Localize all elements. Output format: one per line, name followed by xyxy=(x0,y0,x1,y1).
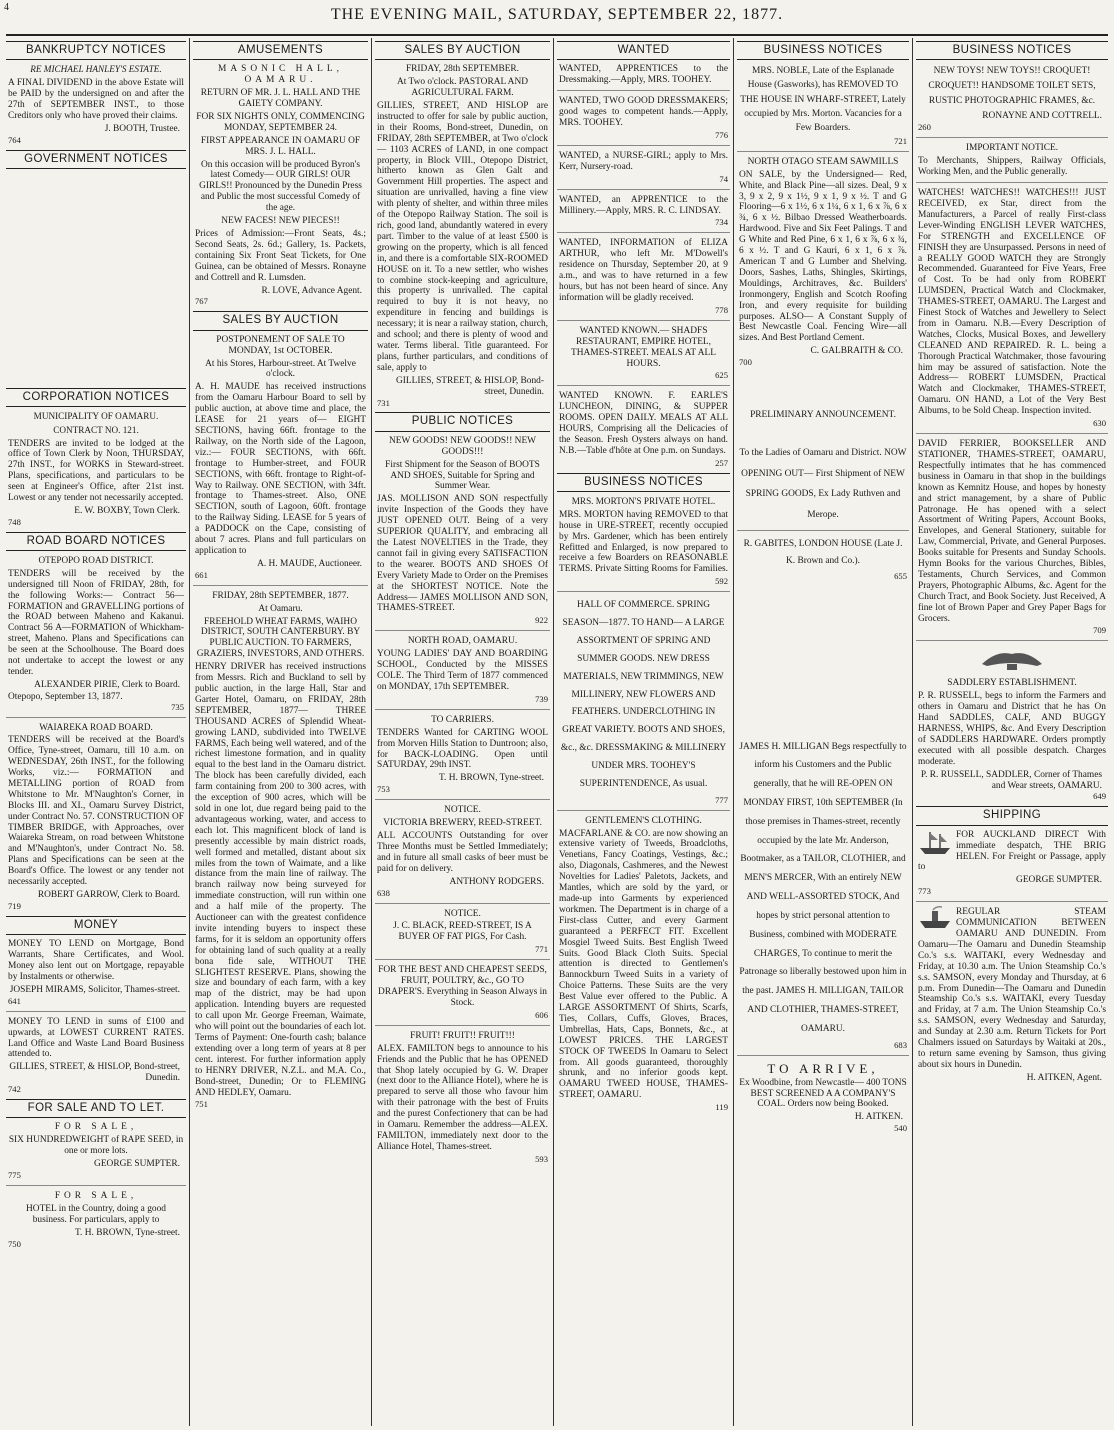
ad-body: J. C. BLACK, REED-STREET, IS A BUYER OF FAT PIGS, For Cash. xyxy=(393,921,532,943)
ad-number: 750 xyxy=(8,1238,21,1249)
ad-body: FOR SIX NIGHTS ONLY, COMMENCING MONDAY, SEPTEMBER 24. xyxy=(196,111,365,133)
wanted-ad xyxy=(557,320,730,382)
ad-body: WANTED, a NURSE-GIRL; apply to Mrs. Kerr, Nursery-road. xyxy=(559,150,728,172)
hall-of-commerce-ad xyxy=(557,591,730,805)
ad-title: GENTLEMEN'S CLOTHING. xyxy=(585,815,702,826)
ad-number: 767 xyxy=(195,296,208,307)
ad-body: WANTED, an APPRENTICE to the Millinery.—Apply, MRS. R. C. LINDSAY. xyxy=(559,194,728,216)
ad-number: 700 xyxy=(739,357,752,368)
ad-number: 751 xyxy=(195,1099,208,1110)
ad-number: 775 xyxy=(8,1170,21,1181)
mollison-ad xyxy=(375,436,550,626)
ad-signature: T. H. BROWN, Tyne-street. xyxy=(439,773,544,784)
ad-title: FRIDAY, 28th SEPTEMBER, 1877. xyxy=(212,590,349,601)
section-heading: SHIPPING xyxy=(916,806,1108,825)
ad-body: WANTED KNOWN. F. EARLE'S LUNCHEON, DINING, & SUPPER ROOMS. OPEN DAILY. MEALS AT ALL HOURS, Comprising all the Delicacies of the Season. Fresh Oysters always on hand. N.B.—Table d'hôte at One p.m. on Sundays. xyxy=(559,391,728,456)
ad-number: 777 xyxy=(715,794,728,805)
ad-title: PRELIMINARY ANNOUNCEMENT. xyxy=(750,410,896,421)
sawmills-ad xyxy=(737,151,909,368)
ad-number: 731 xyxy=(377,397,390,408)
ad-body: WANTED KNOWN.— SHADFS RESTAURANT, EMPIRE HOTEL, THAMES-STREET. MEALS AT ALL HOURS. xyxy=(571,325,716,369)
ad-body: JAS. MOLLISON AND SON respectfully invite Inspection of the Goods they have JUST OPENED OUT. Being of a very SUPERIOR QUALITY, and embracing all the Latest NOVELTIES in the Trade, they cannot fail in giving every SATISFACTION to the wearer. BOOTS AND SHOES Of Every Variety Made to Order on the Premises at the SHORTEST NOTICE. Note the Address— JAMES MOLLISON AND SON, THAMES-STREET. xyxy=(377,494,548,614)
ad-body: YOUNG LADIES' DAY AND BOARDING SCHOOL, Conducted by the MISSES COLE. The Third Term of 1877 commenced on MONDAY, 17th SEPTEMBER. xyxy=(377,649,548,692)
ad-number: 776 xyxy=(715,129,728,140)
ad-number: 649 xyxy=(1093,791,1106,802)
ad-signature: H. AITKEN, Agent. xyxy=(1026,1072,1102,1083)
ad-subtitle: At Oamaru. xyxy=(258,603,303,614)
waiareka-ad xyxy=(6,717,186,912)
ad-number: 641 xyxy=(8,995,21,1006)
ad-body: FOR THE BEST AND CHEAPEST SEEDS, FRUIT, POULTRY, &c., GO TO DRAPER'S. Everything in Season Always in Stock. xyxy=(378,965,547,1008)
column-divider xyxy=(553,38,554,1426)
corporation-ad xyxy=(6,411,186,528)
money-ad-1 xyxy=(6,939,186,1007)
ad-body: HENRY DRIVER has received instructions from Messrs. Rich and Buckland to sell by public auction, in the large Hall, Star and Garter Hotel, Oamaru, on FRIDAY, 28th SEPTEMBER, 1877— THREE THOUSAND ACRES of Splendid Wheat-growing LAND, subdivided into TWELVE FARMS, Each being well watered, and of the richest limestone formation, and in quality equal to the best land in the Oamaru district. The block has been carefully divided, each farm containing from 200 to 300 acres, with the exception of 900 acres, which will be sold in one lot, due regard being paid to the advantageous working, water, and access to each lot. This magnificent block of land is presently accessible by main district roads, well formed and metalled, distant about six miles from the town of Waimate, and a like distance from the main line of railway. The branch railway now being surveyed for immediate construction, will run within one and a half mile of the property. The Auctioneer can with the greatest confidence invite intending buyers to inspect these farms, for it is seldom an opportunity offers for obtaining land of such quality at a really bona fide sale, WITHOUT THE SLIGHTEST RESERVE. Plans, showing the size and boundary of each farm, with a key map of the district, may be had upon application. Intending buyers are requested to call upon Mr. George Freeman, Waimate, who will point out the boundaries of each lot. Terms of Payment: One-fourth cash; balance extending over a long term of years at 8 per cent. interest. For further information apply to HENRY DRIVER, N.Z.L. and M.A. Co., Bond-street, Dunedin; Or to FLEMING AND HEDLEY, Oamaru. xyxy=(195,662,366,1098)
morton-hotel-ad xyxy=(557,496,730,587)
ad-subtitle: MRS. MORTON'S PRIVATE HOTEL. xyxy=(571,496,716,507)
ad-date: Otepopo, September 13, 1877. xyxy=(8,691,123,702)
ad-body: ALEX. FAMILTON begs to announce to his Friends and the Public that he has OPENED that Shop lately occupied by G. W. Draper (next door to the Alliance Hotel), where he is prepared to serve all those who favour him with their patronage with the best of Fruits and the purest Confectionery that can be had in Oamaru. Remember the address—ALEX. FAMILTON, immediately next door to the Alliance Hotel, Thames-street. xyxy=(377,1043,548,1152)
money-ad-2 xyxy=(6,1011,186,1095)
ad-number: 625 xyxy=(715,370,728,381)
ad-body: TENDERS will be received by the undersigned till Noon of FRIDAY, 28th, for the following Works:— Contract 56—FORMATION and GRAVELLING portions of the ROAD between Maheno and Kakanui. Contract 56 A—FORMATION of Whickham-street, Maheno. Plans and Specifications can be seen at the Schoolhouse. The Board does not undertake to accept the lowest or any tender. xyxy=(8,568,184,677)
ad-title: NORTH OTAGO STEAM SAWMILLS xyxy=(747,156,899,167)
bankruptcy-ad xyxy=(6,64,186,145)
ad-signature: A. H. MAUDE, Auctioneer. xyxy=(257,558,362,569)
ad-signature: E. W. BOXBY, Town Clerk. xyxy=(74,505,180,516)
ferrier-ad xyxy=(916,433,1108,636)
gabites-ad xyxy=(737,530,909,582)
ad-body: WANTED, APPRENTICES to the Dressmaking.—Apply, MRS. TOOHEY. xyxy=(559,64,728,86)
ad-number: 778 xyxy=(715,304,728,315)
ad-signature: J. BOOTH, Trustee. xyxy=(104,123,180,134)
ad-body: FOR AUCKLAND DIRECT With immediate despatch, THE BRIG HELEN. For Freight or Passage, apply to xyxy=(918,829,1106,873)
wanted-ad xyxy=(557,232,730,315)
shipping-ad-1 xyxy=(916,830,1108,898)
ad-signature: R. LOVE, Advance Agent. xyxy=(261,285,362,296)
ad-body: REGULAR STEAM COMMUNICATION BETWEEN OAMARU AND DUNEDIN. From Oamaru—The Oamaru and Dunedin Steamship Co.'s s.s. WAITAKI, every Wednesday and Friday, at 10.30 a.m. The Union Steamship Co.'s s.s. SAMSON, every Monday and Thursday, at 6 p.m. From Dunedin—The Oamaru and Dunedin Steamship Co.'s s.s. WAITAKI, every Tuesday and Friday, at 7 a.m. The Union Steamship Co.'s s.s. SAMSON, every Wednesday and Saturday, and Sunday at 2.30 a.m. Return Tickets for Port Chalmers issued on Saturdays by Waitaki at 20s., to return same evening by Samson, thus giving about six hours in Dunedin. xyxy=(918,907,1106,1070)
column-5 xyxy=(737,38,909,1426)
ad-body: FREEHOLD WHEAT FARMS, WAIHO DISTRICT, SOUTH CANTERBURY. BY PUBLIC AUCTION. TO FARMERS, GRAZIERS, INVESTORS, AND OTHERS. xyxy=(196,616,365,660)
ship-illustration xyxy=(918,830,952,860)
ad-body: WANTED, TWO GOOD DRESSMAKERS; good wages to competent hands.—Apply, MRS. TOOHEY. xyxy=(559,96,728,128)
masonic-hall-ad xyxy=(193,64,368,307)
familton-ad xyxy=(375,1025,550,1165)
ad-signature: GEORGE SUMPTER. xyxy=(94,1159,180,1170)
ad-number: 753 xyxy=(377,784,390,795)
ad-body: A. H. MAUDE has received instructions from the Oamaru Harbour Board to sell by public auction, at above time and place, the LEASE for 21 years of— EIGHT SECTIONS, having 66ft. frontage to the Railway, on the North side of the Lagoon, viz.:— FOUR SECTIONS, with 66ft. frontage to Humber-street, and FOUR SECTIONS, with 66ft. frontage to Right-of-Way to Railway. ONE SECTION, with 34ft. frontage to Thames-street. Also, ONE SECTION, south of Lagoon, 60ft. frontage to the Railway Siding. LEASE for 5 years of a PADDOCK on the Cape, consisting of about 7 acres. Plans and full particulars on application to xyxy=(195,382,366,556)
section-heading: AMUSEMENTS xyxy=(193,41,368,60)
ad-title: FOR SALE, xyxy=(54,1122,138,1133)
ad-body: HOTEL in the Country, doing a good business. For particulars, apply to xyxy=(26,1203,166,1225)
column-3 xyxy=(375,38,550,1426)
section-heading: FOR SALE AND TO LET. xyxy=(6,1099,186,1118)
ad-number: 922 xyxy=(535,615,548,626)
section-heading: BUSINESS NOTICES xyxy=(737,41,909,60)
ad-body: SIX HUNDREDWEIGHT of RAPE SEED, in one or more lots. xyxy=(8,1135,184,1157)
ad-title: SADDLERY ESTABLISHMENT. xyxy=(947,678,1077,689)
ad-body: On this occasion will be produced Byron's latest Comedy— OUR GIRLS! OUR GIRLS!! Pronounced by the Dunedin Press and Public the most successful Comedy of the age. xyxy=(199,159,362,214)
page-number: 4 xyxy=(4,2,9,13)
milligan-ad xyxy=(737,738,909,1051)
ad-subtitle: MUNICIPALITY OF OAMARU. xyxy=(33,411,159,422)
gillies-auction-ad xyxy=(375,64,550,408)
ad-body: MONEY TO LEND on Mortgage, Bond Warrants, Share Certificates, and Wool. Money also lent out on Mortgage, repayable by Instalments or otherwise. xyxy=(8,939,184,982)
postponement-ad xyxy=(193,335,368,581)
ad-body: MONEY TO LEND in sums of £100 and upwards, at LOWEST CURRENT RATES. Land Office and Waste Land Board Business attended to. xyxy=(8,1016,184,1060)
ad-body: At his Stores, Harbour-street. At Twelve o'clock. xyxy=(205,358,356,380)
section-heading: WANTED xyxy=(557,41,730,60)
ad-signature: H. AITKEN. xyxy=(854,1112,903,1123)
ad-number: 593 xyxy=(535,1153,548,1164)
forsale-ad-2 xyxy=(6,1185,186,1250)
ad-number: 74 xyxy=(719,173,728,184)
column-2 xyxy=(193,38,368,1426)
ad-body: TENDERS will be received at the Board's Office, Tyne-street, Oamaru, till 10 a.m. on WEDNESDAY, 26th INST., for the following Works, viz.:— FORMATION and METALLING portion of ROAD from Whitstone to Mr. M'Naughton's Corner, in Blocks III. and XI., Oamaru Survey District, under Contract No. 57. CONSTRUCTION OF TIMBER BRIDGE, with Approaches, over Waiareka Stream, on road between Whitstone and M'Naughton's, under Contract No. 58. Plans and Specifications can be seen at the Board's Office. The lowest or any tender not necessarily accepted. xyxy=(8,735,184,888)
ad-title: TO ARRIVE, xyxy=(767,1060,879,1076)
ad-title: POSTPONEMENT OF SALE TO MONDAY, 1st OCTOBER. xyxy=(216,334,345,356)
ad-body: Ex Woodbine, from Newcastle— 400 TONS BEST SCREENED A A COMPANY'S COAL. Orders now being Booked. xyxy=(739,1077,907,1110)
ad-number: 771 xyxy=(535,944,548,955)
ad-number: 721 xyxy=(894,135,907,146)
ad-body: To the Ladies of Oamaru and District. NOW OPENING OUT— First Shipment of NEW SPRING GOODS, Ex Lady Ruthven and Merope. xyxy=(739,448,907,521)
ad-number: 719 xyxy=(8,900,21,911)
ad-number: 735 xyxy=(171,701,184,712)
ad-subtitle: OTEPOPO ROAD DISTRICT. xyxy=(38,555,154,566)
section-heading: BUSINESS NOTICES xyxy=(916,41,1108,60)
ad-body: TENDERS Wanted for CARTING WOOL from Morven Hills Station to Duntroon; also, for BACK-LOADING. Open until SATURDAY, 29th INST. xyxy=(377,727,548,771)
section-heading: ROAD BOARD NOTICES xyxy=(6,532,186,551)
column-1 xyxy=(6,38,186,1426)
ad-title: IMPORTANT NOTICE. xyxy=(965,143,1059,154)
noble-ad xyxy=(737,64,909,147)
ad-signature: ALEXANDER PIRIE, Clerk to Board. xyxy=(34,679,180,690)
otepopo-ad xyxy=(6,555,186,713)
blank-space xyxy=(739,423,907,441)
ad-number: 709 xyxy=(1093,625,1106,636)
section-heading: MONEY xyxy=(6,916,186,935)
column-divider xyxy=(189,38,190,1426)
masthead-title: THE EVENING MAIL, SATURDAY, SEPTEMBER 22, 1877. xyxy=(330,6,784,23)
ad-body: DAVID FERRIER, BOOKSELLER AND STATIONER, THAMES-STREET, OAMARU, Respectfully intimates that he has commenced business in Oamaru in that shop in the buildings known as Kemnitz House, and hopes by honesty and strict management, by a share of Public Patronage. He has opened with a select Assortment of Writing Papers, Account Books, Envelopes, and General Stationery, suitable for Law, Commercial, Private, and General Purposes. Books suitable for Presents and Sunday Schools. Hymn Books for the various Churches, Bibles, Testaments, Church Services, and Common Prayers, Photographic Albums, &c. Agent for the Church Tract, and Book Society. Just Received, A fine lot of Brown Paper and Grey Paper Bags for Grocers. xyxy=(918,439,1106,624)
ad-subtitle: CONTRACT NO. 121. xyxy=(53,424,139,435)
important-notice-ad xyxy=(916,137,1108,178)
ad-body: FIRST APPEARANCE IN OAMARU OF MRS. J. L. HALL. xyxy=(200,135,361,157)
section-heading: GOVERNMENT NOTICES xyxy=(6,150,186,169)
ad-number: 655 xyxy=(894,570,907,581)
ad-title: TO CARRIERS. xyxy=(431,714,494,725)
ad-body: A FINAL DIVIDEND in the above Estate will be PAID by the undersigned on and after the 27th of SEPTEMBER INST., to those Creditors only who have proved their claims. xyxy=(8,78,184,121)
ad-number: 661 xyxy=(195,569,208,580)
ad-body: MRS. MORTON having REMOVED to that house in URE-STREET, recently occupied by Mrs. Gardener, which has been entirely Refitted and Enlarged, is now prepared to receive a few Boarders on REASONABLE TERMS. Private Sitting Rooms for Families. xyxy=(559,509,729,575)
watches-ad xyxy=(916,182,1108,429)
ad-signature: GILLIES, STREET, & HISLOP, Bond-street, Dunedin. xyxy=(9,1062,180,1084)
ad-body: RETURN OF MR. J. L. HALL AND THE GAIETY COMPANY. xyxy=(200,88,361,110)
ad-title: MASONIC HALL, OAMARU. xyxy=(218,64,343,86)
wanted-ad xyxy=(557,64,730,86)
saddlery-ad xyxy=(916,640,1108,802)
ad-number: 630 xyxy=(1093,418,1106,429)
ad-title: FRIDAY, 28th SEPTEMBER. xyxy=(405,64,520,75)
wanted-ad xyxy=(557,90,730,141)
steamship-illustration xyxy=(918,905,952,935)
masthead-rule xyxy=(6,34,1108,36)
ad-subtitle: RE MICHAEL HANLEY'S ESTATE. xyxy=(30,64,162,75)
ad-number: 742 xyxy=(8,1084,21,1095)
column-divider xyxy=(733,38,734,1426)
blank-space xyxy=(6,173,186,385)
ad-number: 683 xyxy=(894,1039,907,1050)
ad-body: Prices of Admission:—Front Seats, 4s.; Second Seats, 2s. 6d.; Gallery, 1s. Packets, containing Six Front Seat Tickets, for One Guinea, can be obtained of Messrs. Ronayne and Cottrell and R. Lumsden. xyxy=(195,229,366,283)
ad-body: GILLIES, STREET, AND HISLOP are instructed to offer for sale by public auction, in their Rooms, Bond-street, Dunedin, on FRIDAY, 28th SEPTEMBER, at Two o'clock— 1103 ACRES of LAND, in one compact property, in Block VIII., Otepopo District, hitherto known as Glen Galt and Government Hill properties. The aspect and situation are unrivalled, having a fine view with plenty of shelter, and within three miles of the Otepopo Railway Station. The soil is rich, good land, abundantly watered in every part. Timber to the value of at least £500 is growing on the property, which is all fenced in, and there is a comfortable SIX-ROOMED HOUSE on it. To a new settler, who wishes to combine stock-keeping and agriculture, this property is unrivalled. The capital required to buy it is not heavy, no expenditure in fencing and buildings is necessary; it is near a railway station, church, and school; and there is plenty of wood and water. Terms liberal. Title guaranteed. For plans, further particulars, and conditions of sale, apply to xyxy=(377,101,548,373)
section-heading: PUBLIC NOTICES xyxy=(375,412,550,431)
toys-ad xyxy=(916,64,1108,133)
ad-title: NOTICE. xyxy=(444,805,481,816)
ad-number: 260 xyxy=(918,122,931,133)
ad-subtitle: VICTORIA BREWERY, REED-STREET. xyxy=(383,818,542,829)
ad-title: FOR SALE, xyxy=(54,1191,138,1202)
regular-steam-ad xyxy=(916,901,1108,1084)
ad-signature: RONAYNE AND COTTRELL. xyxy=(982,111,1102,122)
ad-body: First Shipment for the Season of BOOTS AND SHOES, Suitable for Spring and Summer Wear. xyxy=(385,459,540,492)
section-heading: BUSINESS NOTICES xyxy=(557,473,730,492)
ad-body: ON SALE, by the Undersigned— Red, White, and Black Pine—all sizes. Deal, 9 x 3, 9 x 2, 9 x 1½, 9 x 1, 9 x ½. T and G Flooring—6 x 1½, 6 x 1¼, 6 x 1, 6 x ⅞, 6 x ¾, 6 x ½. Bilbao Dressed Weatherboards. Hardwood. Five and Six Feet Palings. T and G White and Red Pine, 6 x 1, 6 x ⅞, 6 x ¾, 6 x ½. T and G Kauri, 6 x 1, 6 x ⅞. American T and G Lumber and Shelving. Doors, Sashes, Laths, Shingles, Skirtings, Mouldings, Architraves, &c. Builders' Ironmongery, English and Scotch Roofing Iron, and every requisite for building purposes. ALSO— A Constant Supply of Best Newcastle Coal. Fencing Wire—all sizes. And Best Portland Cement. xyxy=(739,169,907,344)
saddle-illustration xyxy=(918,646,1106,676)
ad-signature: ANTHONY RODGERS. xyxy=(449,876,544,887)
blank-space xyxy=(737,586,909,736)
column-6 xyxy=(916,38,1108,1426)
carriers-ad xyxy=(375,709,550,795)
ad-signature: T. H. BROWN, Tyne-street. xyxy=(75,1227,180,1238)
section-heading: SALES BY AUCTION xyxy=(193,311,368,330)
ad-number: 257 xyxy=(715,457,728,468)
ad-body: NEW TOYS! NEW TOYS!! CROQUET! CROQUET!! HANDSOME TOILET SETS, RUSTIC PHOTOGRAPHIC FRAMES, &c. xyxy=(928,66,1096,107)
brewery-ad xyxy=(375,799,550,898)
ad-body: R. GABITES, LONDON HOUSE (Late J. K. Brown and Co.). xyxy=(743,538,903,566)
ad-body: TENDERS are invited to be lodged at the office of Town Clerk by Noon, THURSDAY, 27th INST., for WORKS in Steward-street. Plans, specifications, and particulars to be seen at Engineer's Office, after 21st inst. Lowest or any tender not necessarily accepted. xyxy=(8,438,184,504)
cole-school-ad xyxy=(375,630,550,705)
preliminary-ad xyxy=(737,410,909,526)
ad-number: 119 xyxy=(715,1102,728,1113)
to-arrive-ad xyxy=(737,1055,909,1135)
ad-body: NEW FACES! NEW PIECES!! xyxy=(221,216,340,227)
ad-body: HALL OF COMMERCE. SPRING SEASON—1877. TO HAND— A LARGE ASSORTMENT OF SPRING AND SUMMER GOODS. NEW DRESS MATERIALS, NEW TRIMMINGS, NEW MILLINERY, NEW FLOWERS AND FEATHERS. UNDERCLOTHING IN GREAT VARIETY. BOOTS AND SHOES, &c., &c. DRESSMAKING & MILLINERY UNDER MRS. TOOHEY'S SUPERINTENDENCE, As usual. xyxy=(560,600,727,789)
draper-ad xyxy=(375,959,550,1021)
ad-body: P. R. RUSSELL, begs to inform the Farmers and others in Oamaru and District that he has On Hand SADDLES, CALF, AND BUGGY HARNESS, WHIPS, &c. And Every Description of SADDLERS HARDWARE. Orders promptly executed with all possible despatch. Charges moderate. xyxy=(918,691,1106,767)
ad-subtitle: WAIAREKA ROAD BOARD. xyxy=(39,721,153,732)
ad-number: 592 xyxy=(715,576,728,587)
blank-space xyxy=(737,372,909,408)
ad-body: MACFARLANE & CO. are now showing an extensive variety of Tweeds, Broadcloths, Venetians, Fancy Coatings, Vestings, &c.; also, Diagonals, Cashmeres, and the Newest Novelties for Ladies' Paletots, Jackets, and Mantles, which are sold by the yard, or made-up into Garments by experienced workmen. The Department is in charge of a First-class Cutter, and every Garment guaranteed a PERFECT FIT. Excellent Mosgiel Tweed Suits. Best English Tweed Suits. Good Black Cloth Suits. Special attention is directed to Gentlemen's Bannockburn Tweed Suits in a variety of Choice Patterns. These Suits are the very Best Value ever offered to the Public. A LARGE ASSORTMENT Of Shirts, Scarfs, Ties, Collars, Cuffs, Gloves, Braces, Umbrellas, Hats, Caps, Bonnets, &c., at LOWEST PRICES. THE LARGEST STOCK OF TWEEDS In Oamaru to Select from. All goods guaranteed, thoroughly shrunk, and no inferior goods kept. OAMARU TWEED HOUSE, THAMES-STREET, OAMARU. xyxy=(559,828,728,1101)
section-heading: CORPORATION NOTICES xyxy=(6,388,186,407)
column-divider xyxy=(912,38,913,1426)
ad-body: JAMES H. MILLIGAN Begs respectfully to inform his Customers and the Public generally, that he will RE-OPEN ON MONDAY FIRST, 10th SEPTEMBER (In those premises in Thames-street, recently occupied by the late Mr. Anderson, Bootmaker, as a TAILOR, CLOTHIER, and MEN'S MERCER, With an entirely NEW AND WELL-ASSORTED STOCK, And hopes by strict personal attention to Business, combined with MODERATE CHARGES, To continue to merit the Patronage so liberally bestowed upon him in the past. JAMES H. MILLIGAN, TAILOR AND CLOTHIER, THAMES-STREET, OAMARU. xyxy=(739,741,907,1034)
ad-signature: GEORGE SUMPTER. xyxy=(1016,875,1102,886)
ad-title: NORTH ROAD, OAMARU. xyxy=(407,636,518,647)
ad-number: 734 xyxy=(715,217,728,228)
ad-body: WATCHES! WATCHES!! WATCHES!!! JUST RECEIVED, ex Star, direct from the Manufacturers, a Parcel of really First-class Lever-Winding ENGLISH LEVER WATCHES, For STRENGTH and EXCELLENCE OF FINISH they are Unsurpassed. Persons in need of a REALLY GOOD WATCH they are Strongly Recommended. Guaranteed for Five Years, Free of Cost. To be had only from ROBERT LUMSDEN, Practical Watch and Clockmaker, THAMES-STREET, OAMARU. The Largest and Finest Stock of Watches and Jewellery to Select from in Oamaru. N.B.—Every Description of Watches, Clocks, Musical Boxes, and Jewellery CLEANED AND REPAIRED. R. L. being a Thorough Practical Watchmaker, those favouring him may be assured of satisfaction. Note the Address— ROBERT LUMSDEN, Practical Watch and Clockmaker, THAMES-STREET, Oamaru. ON HAND, a Lot of the Very Best Albums, to be Sold Cheap. Inspection invited. xyxy=(918,188,1106,417)
ad-signature: ROBERT GARROW, Clerk to Board. xyxy=(37,890,180,901)
section-heading: BANKRUPTCY NOTICES xyxy=(6,41,186,60)
ad-body: ALL ACCOUNTS Outstanding for over Three Months must be Settled Immediately; and in future all small casks of beer must be paid for on delivery. xyxy=(377,831,548,874)
ad-body: MRS. NOBLE, Late of the Esplanade House (Gasworks), has REMOVED TO THE HOUSE IN WHARF-STREET, Lately occupied by Mrs. Morton. Vacancies for a Few Boarders. xyxy=(740,66,906,133)
ad-signature: P. R. RUSSELL, SADDLER, Corner of Thames and Wear streets, OAMARU. xyxy=(920,769,1102,791)
ad-signature: GILLIES, STREET, & HISLOP, Bond-street, Dunedin. xyxy=(396,375,544,397)
ad-title: FRUIT! FRUIT!! FRUIT!!! xyxy=(410,1030,515,1041)
wanted-ad xyxy=(557,145,730,185)
ad-body: WANTED, INFORMATION of ELIZA ARTHUR, who left Mr. M'Dowell's residence on Thursday, September 20, at 9 a.m., and was to have returned in a few hours, but has not been heard of since. Any information will be gladly received. xyxy=(559,238,728,303)
ad-subtitle: At Two o'clock. PASTORAL AND AGRICULTURAL FARM. xyxy=(397,77,528,99)
ad-body: To Merchants, Shippers, Railway Officials, Working Men, and the Public generally. xyxy=(918,156,1106,178)
ad-number: 773 xyxy=(918,886,931,897)
ad-signature: JOSEPH MIRAMS, Solicitor, Thames-street. xyxy=(9,984,180,995)
ad-number: 540 xyxy=(894,1123,907,1134)
wanted-ad xyxy=(557,385,730,468)
ad-number: 638 xyxy=(377,887,390,898)
wanted-ad xyxy=(557,189,730,229)
column-divider xyxy=(371,38,372,1426)
macfarlane-ad xyxy=(557,810,730,1114)
ad-number: 739 xyxy=(535,693,548,704)
ad-number: 748 xyxy=(8,516,21,527)
ad-title: NOTICE. xyxy=(444,908,481,919)
column-4 xyxy=(557,38,730,1426)
ad-signature: C. GALBRAITH & CO. xyxy=(810,346,903,357)
ad-number: 606 xyxy=(535,1009,548,1020)
section-heading: SALES BY AUCTION xyxy=(375,41,550,60)
ad-number: 764 xyxy=(8,134,21,145)
ad-title: NEW GOODS! NEW GOODS!! NEW GOODS!!! xyxy=(388,435,537,457)
forsale-ad-1 xyxy=(6,1122,186,1181)
black-ad xyxy=(375,903,550,956)
farms-auction-ad xyxy=(193,585,368,1111)
